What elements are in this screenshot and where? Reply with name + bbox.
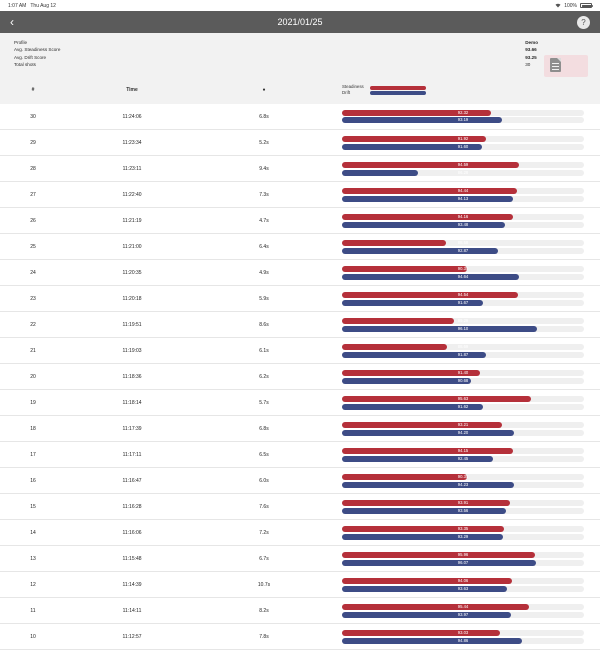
cell-index: 15 [0,494,66,520]
cell-duration: 5.9s [198,286,330,312]
bar-steadiness [342,162,584,168]
table-row[interactable] [0,208,600,234]
cell-score-bars [330,546,600,572]
cell-score-bars [330,442,600,468]
bar-value-steadiness: 88.58 [457,240,469,246]
table-row[interactable] [0,260,600,286]
cell-index: 25 [0,234,66,260]
session-summary-panel [0,33,600,77]
summary-labels [14,39,60,69]
bar-value-steadiness: 91.92 [457,136,469,142]
table-row[interactable] [0,520,600,546]
summary-value-total-shots: 30 [525,62,531,68]
bar-value-steadiness: 93.35 [457,526,469,532]
bar-drift [342,352,584,358]
bar-value-drift: 91.87 [457,351,469,357]
table-row[interactable] [0,494,600,520]
table-row[interactable] [0,286,600,312]
bar-drift [342,638,584,644]
table-row[interactable] [0,598,600,624]
cell-duration: 10.7s [198,572,330,598]
table-header-row [0,77,600,104]
cell-score-bars [330,468,600,494]
cell-time: 11:21:00 [66,234,198,260]
cell-index: 16 [0,468,66,494]
cell-index: 11 [0,598,66,624]
bar-drift [342,482,584,488]
cell-time: 11:20:18 [66,286,198,312]
bar-steadiness [342,448,584,454]
cell-duration: 7.2s [198,520,330,546]
cell-index: 22 [0,312,66,338]
cell-score-bars [330,494,600,520]
bar-drift [342,274,584,280]
cell-time: 11:15:48 [66,546,198,572]
table-row[interactable] [0,364,600,390]
column-header-time[interactable]: Time [66,77,198,104]
cell-duration: 6.8s [198,104,330,130]
bar-steadiness [342,136,584,142]
bar-steadiness [342,604,584,610]
bar-drift [342,508,584,514]
bar-value-steadiness: 94.59 [457,162,469,168]
cell-index: 12 [0,572,66,598]
cell-time: 11:18:36 [66,364,198,390]
cell-duration: 6.2s [198,364,330,390]
cell-score-bars [330,260,600,286]
bar-value-steadiness: 95.44 [457,604,469,610]
table-row[interactable] [0,546,600,572]
bar-steadiness [342,500,584,506]
bar-value-drift: 93.29 [457,533,469,539]
cell-time: 11:14:11 [66,598,198,624]
bar-steadiness [342,370,584,376]
bar-drift [342,404,584,410]
cell-duration: 6.8s [198,416,330,442]
cell-score-bars [330,312,600,338]
export-button[interactable] [544,55,588,77]
cell-time: 11:21:19 [66,208,198,234]
cell-score-bars [330,572,600,598]
bar-value-steadiness: 91.40 [457,370,469,376]
bar-value-steadiness: 94.06 [457,578,469,584]
bar-drift [342,430,584,436]
legend-label-steadiness: Steadiness [342,83,364,89]
bar-drift [342,196,584,202]
table-row[interactable] [0,572,600,598]
cell-duration: 7.3s [198,182,330,208]
cell-time: 11:16:47 [66,468,198,494]
cell-score-bars [330,104,600,130]
bar-value-steadiness: 94.54 [457,292,469,298]
bar-value-steadiness: 92.32 [457,109,469,115]
cell-index: 10 [0,624,66,650]
bar-drift [342,586,584,592]
legend-swatch-drift [370,91,426,95]
legend-swatch-steadiness [370,86,426,90]
cell-time: 11:19:03 [66,338,198,364]
status-bar [0,0,600,11]
bar-steadiness [342,552,584,558]
cell-time: 11:17:11 [66,442,198,468]
column-header-index[interactable]: # [0,77,66,104]
shots-table-scroll[interactable] [0,77,600,650]
bar-drift [342,456,584,462]
cell-duration: 6.4s [198,234,330,260]
bar-value-steadiness: 89.29 [457,318,469,324]
cell-index: 24 [0,260,66,286]
bar-drift [342,117,584,123]
cell-index: 17 [0,442,66,468]
cell-score-bars [330,598,600,624]
cell-score-bars [330,130,600,156]
summary-value-profile: Demo [525,40,538,45]
bar-steadiness [342,630,584,636]
bar-value-drift: 92.45 [457,455,469,461]
cell-index: 28 [0,156,66,182]
cell-duration: 4.7s [198,208,330,234]
cell-duration: 8.2s [198,598,330,624]
cell-time: 11:19:51 [66,312,198,338]
bar-steadiness [342,292,584,298]
table-row[interactable] [0,624,600,650]
bar-steadiness [342,318,584,324]
bar-value-drift: 94.64 [457,273,469,279]
bar-steadiness [342,214,584,220]
bar-value-steadiness: 90.35 [457,474,469,480]
summary-label-avg-steadiness: Avg. Steadiness Score [14,47,61,53]
wifi-icon [555,3,561,8]
bar-value-drift: 93.63 [457,585,469,591]
cell-duration: 6.7s [198,546,330,572]
table-row[interactable] [0,104,600,130]
cell-score-bars [330,234,600,260]
table-row[interactable] [0,312,600,338]
status-time: 1:07 AM [8,2,27,9]
cell-duration: 6.0s [198,468,330,494]
bar-steadiness [342,240,584,246]
cell-time: 11:24:06 [66,104,198,130]
table-row[interactable] [0,390,600,416]
cell-index: 23 [0,286,66,312]
cell-score-bars [330,390,600,416]
legend-label-drift: Drift [342,90,351,96]
cell-index: 14 [0,520,66,546]
bar-value-drift: 93.19 [457,117,469,123]
cell-score-bars [330,624,600,650]
cell-score-bars [330,156,600,182]
cell-score-bars [330,338,600,364]
bar-steadiness [342,110,584,116]
bar-drift [342,222,584,228]
table-row[interactable] [0,234,600,260]
table-row[interactable] [0,468,600,494]
cell-score-bars [330,416,600,442]
bar-value-drift: 94.86 [457,637,469,643]
bar-value-drift: 86.28 [457,169,469,175]
status-date: Thu Aug 12 [30,2,56,9]
document-icon [550,58,561,72]
cell-index: 20 [0,364,66,390]
summary-label-profile: Profile [14,40,28,45]
cell-time: 11:18:14 [66,390,198,416]
cell-index: 27 [0,182,66,208]
battery-percent-label: 100% [564,2,577,9]
bar-steadiness [342,344,584,350]
bar-value-drift: 91.67 [457,299,469,305]
bar-value-steadiness: 93.21 [457,422,469,428]
bar-drift [342,534,584,540]
cell-duration: 7.8s [198,624,330,650]
table-row[interactable] [0,130,600,156]
cell-time: 11:16:06 [66,520,198,546]
cell-score-bars [330,520,600,546]
cell-duration: 5.7s [198,390,330,416]
bar-value-drift: 94.23 [457,481,469,487]
cell-time: 11:16:28 [66,494,198,520]
cell-score-bars [330,364,600,390]
bar-drift [342,612,584,618]
table-row[interactable] [0,442,600,468]
bar-steadiness [342,188,584,194]
cell-duration: 9.4s [198,156,330,182]
shots-table-body [0,104,600,650]
cell-score-bars [330,182,600,208]
bar-drift [342,560,584,566]
cell-index: 26 [0,208,66,234]
bar-drift [342,300,584,306]
column-header-duration[interactable]: ● [198,77,330,104]
bar-steadiness [342,422,584,428]
bar-value-steadiness: 94.16 [457,214,469,220]
summary-value-avg-steadiness: 93.66 [525,47,537,53]
cell-index: 29 [0,130,66,156]
table-row[interactable] [0,182,600,208]
cell-duration: 4.9s [198,260,330,286]
status-bar-right [555,3,592,9]
cell-index: 30 [0,104,66,130]
help-button[interactable]: ? [577,16,590,29]
bar-drift [342,248,584,254]
cell-time: 11:12:57 [66,624,198,650]
bar-value-steadiness: 93.03 [457,630,469,636]
bar-steadiness [342,578,584,584]
bar-steadiness [342,474,584,480]
battery-icon [580,3,592,8]
bar-value-steadiness: 95.63 [457,396,469,402]
page-title: 2021/01/25 [277,17,323,27]
bar-value-drift: 93.56 [457,507,469,513]
cell-duration: 7.6s [198,494,330,520]
bar-drift [342,378,584,384]
bar-value-drift: 93.97 [457,611,469,617]
cell-duration: 5.2s [198,130,330,156]
bar-steadiness [342,266,584,272]
back-button[interactable]: ‹ [10,15,14,29]
bar-value-drift: 91.60 [457,143,469,149]
bar-value-steadiness: 95.96 [457,552,469,558]
summary-label-avg-drift: Avg. Drift Score [14,54,47,60]
table-row[interactable] [0,338,600,364]
bar-drift [342,144,584,150]
shots-table [0,77,600,650]
cell-index: 21 [0,338,66,364]
column-header-scores [330,77,600,104]
table-row[interactable] [0,416,600,442]
bar-value-steadiness: 88.69 [457,344,469,350]
cell-duration: 6.1s [198,338,330,364]
bar-value-steadiness: 94.44 [457,188,469,194]
bar-value-steadiness: 94.15 [457,448,469,454]
bar-value-drift: 96.10 [457,325,469,331]
cell-time: 11:17:39 [66,416,198,442]
bar-value-steadiness: 93.91 [457,500,469,506]
bar-steadiness [342,526,584,532]
bar-value-drift: 94.20 [457,429,469,435]
bar-value-drift: 94.13 [457,195,469,201]
cell-time: 11:23:34 [66,130,198,156]
bar-value-drift: 92.87 [457,247,469,253]
bar-steadiness [342,396,584,402]
bar-drift [342,170,584,176]
cell-score-bars [330,208,600,234]
bar-value-drift: 93.48 [457,221,469,227]
cell-time: 11:20:35 [66,260,198,286]
status-bar-left [8,3,56,9]
cell-index: 18 [0,416,66,442]
summary-label-total-shots: Total shots [14,62,36,68]
cell-index: 13 [0,546,66,572]
cell-time: 11:23:11 [66,156,198,182]
cell-duration: 8.6s [198,312,330,338]
cell-duration: 6.5s [198,442,330,468]
bar-value-drift: 90.68 [457,377,469,383]
bar-value-drift: 96.07 [457,559,469,565]
table-row[interactable] [0,156,600,182]
bar-value-steadiness: 90.30 [457,266,469,272]
summary-value-avg-drift: 93.25 [525,54,537,60]
bar-drift [342,326,584,332]
cell-score-bars [330,286,600,312]
bar-value-drift: 91.62 [457,403,469,409]
cell-time: 11:14:39 [66,572,198,598]
cell-index: 19 [0,390,66,416]
navigation-bar [0,11,600,33]
cell-time: 11:22:40 [66,182,198,208]
